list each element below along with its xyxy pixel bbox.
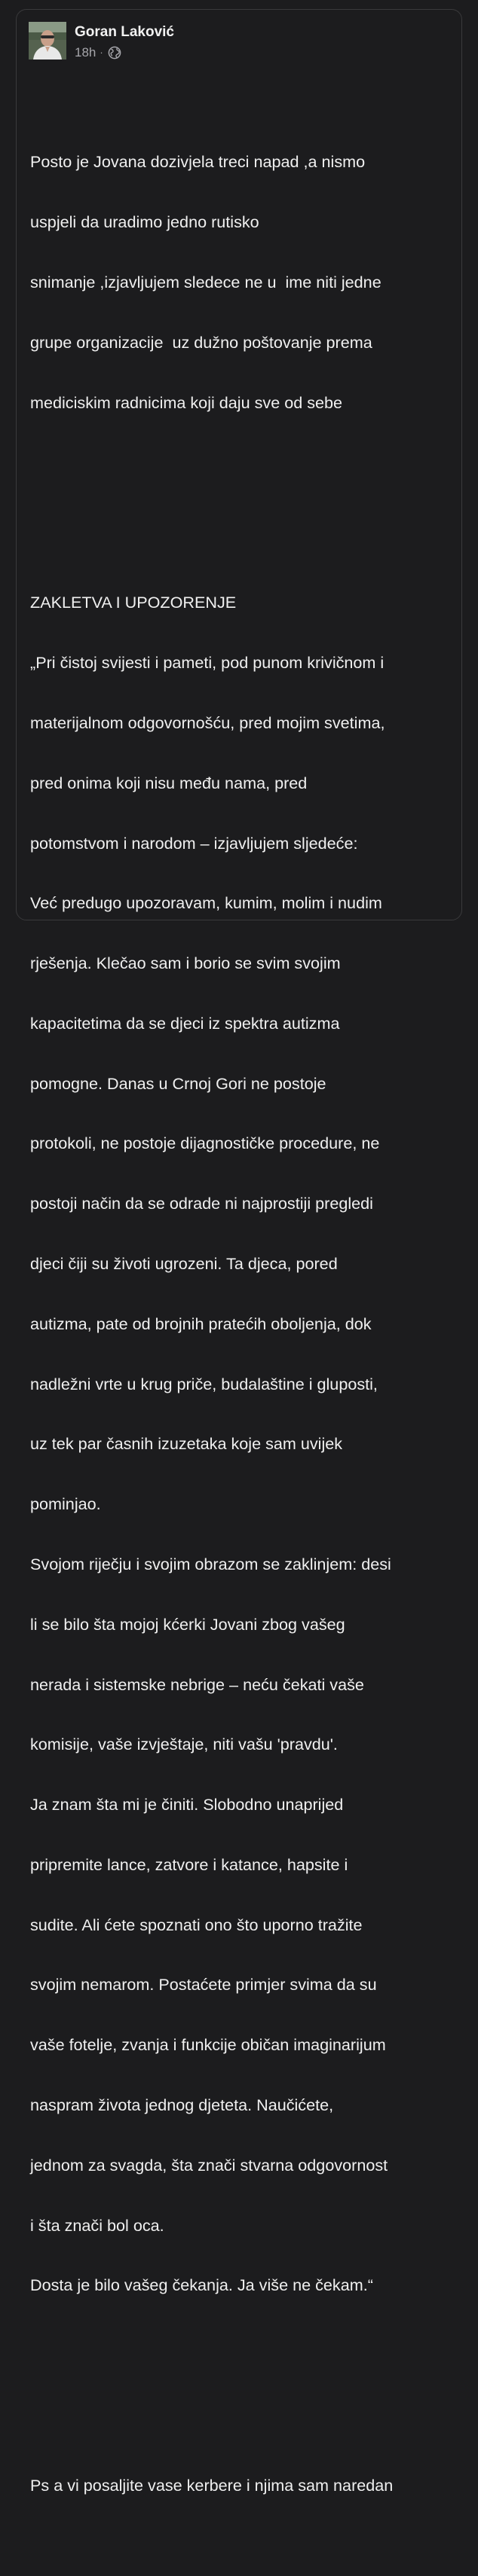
post-meta (75, 23, 174, 60)
post-text-line: autizma, pate od brojnih pratećih oboljenja, dok (30, 1314, 372, 1333)
post-text-line: materijalnom odgovornošću, pred mojim svetima, (30, 713, 385, 732)
author-name[interactable]: Goran Laković (75, 24, 174, 40)
avatar[interactable] (29, 22, 66, 60)
post-text-line: Posto je Jovana dozivjela treci napad ,a nismo (30, 152, 366, 172)
post-paragraph-oath (30, 553, 452, 2336)
post-text-line: potomstvom i narodom – izjavljujem sljedeće: (30, 833, 358, 853)
post-info (75, 45, 174, 60)
post-text-line: jednom za svagda, šta znači stvarna odgovornost (30, 2155, 388, 2175)
post-text-line: pomogne. Danas u Crnoj Gori ne postoje (30, 1073, 326, 1093)
post-paragraph-intro (30, 112, 452, 453)
paragraph-gap (30, 493, 452, 513)
post-text-line: li se bilo šta mojoj kćerki Jovani zbog vašeg (30, 1614, 345, 1634)
post-text-line: postoji način da se odrade ni najprostiji pregledi (30, 1194, 373, 1213)
post-text-line: vaše fotelje, zvanja i funkcije običan imaginarijum (30, 2035, 386, 2055)
post-text-line: Ja znam šta mi je činiti. Slobodno unaprijed (30, 1795, 344, 1814)
post-text-line: djeci čiji su životi ugrozeni. Ta djeca, pored (30, 1254, 338, 1274)
post-text-line: Ps a vi posaljite vase kerbere i njima sam naredan (30, 2476, 394, 2495)
post-time[interactable]: 18h (75, 45, 97, 60)
post-text-line: uz tek par časnih izuzetaka koje sam uvijek (30, 1434, 343, 1454)
post-body (30, 72, 452, 2576)
post-text-line: snimanje ,izjavljujem sledece ne u ime niti jedne (30, 272, 381, 291)
post-text-line: pripremite lance, zatvore i katance, hapsite i (30, 1854, 348, 1874)
avatar-photo (29, 22, 66, 60)
post-text-line: pominjao. (30, 1494, 101, 1514)
post-text-line: Već predugo upozoravam, kumim, molim i nudim (30, 893, 382, 913)
post-text-line: i šta znači bol oca. (30, 2215, 164, 2235)
separator: · (100, 47, 103, 58)
paragraph-gap (30, 2376, 452, 2396)
post-text-line: Dosta je bilo vašeg čekanja. Ja više ne čekam.“ (30, 2275, 373, 2295)
post-text-line: grupe organizacije uz dužno poštovanje prema (30, 332, 372, 352)
post-text-line: svojim nemarom. Postaćete primjer svima da su (30, 1975, 377, 1995)
post-text-line: pred onima koji nisu među nama, pred (30, 773, 308, 792)
globe-icon[interactable] (108, 46, 121, 60)
post-header (29, 22, 174, 64)
post-text-line: naspram života jednog djeteta. Naučićete, (30, 2095, 334, 2114)
post-text-line: uspjeli da uradimo jedno rutisko (30, 212, 259, 232)
post-text-line: mediciskim radnicima koji daju sve od sebe (30, 392, 343, 412)
post-text-line: „Pri čistoj svijesti i pameti, pod punom krivičnom i (30, 653, 385, 673)
post-paragraph-ps (30, 2436, 452, 2536)
post-text-line: rješenja. Klečao sam i borio se svim svojim (30, 954, 341, 973)
post-text-line: protokoli, ne postoje dijagnostičke procedure, ne (30, 1134, 380, 1153)
post-text-line: nadležni vrte u krug priče, budalaštine i gluposti, (30, 1374, 378, 1393)
post-text-line: sudite. Ali ćete spoznati ono što uporno tražite (30, 1915, 363, 1934)
post-text-line: Svojom riječju i svojim obrazom se zaklinjem: desi (30, 1554, 391, 1573)
post-text-line: komisije, vaše izvještaje, niti vašu 'pravdu'. (30, 1735, 338, 1754)
post-text-line: nerada i sistemske nebrige – neću čekati vaše (30, 1674, 364, 1694)
post-text-line: kapacitetima da se djeci iz spektra autizma (30, 1013, 340, 1033)
post-text-line: ZAKLETVA I UPOZORENJE (30, 593, 237, 612)
